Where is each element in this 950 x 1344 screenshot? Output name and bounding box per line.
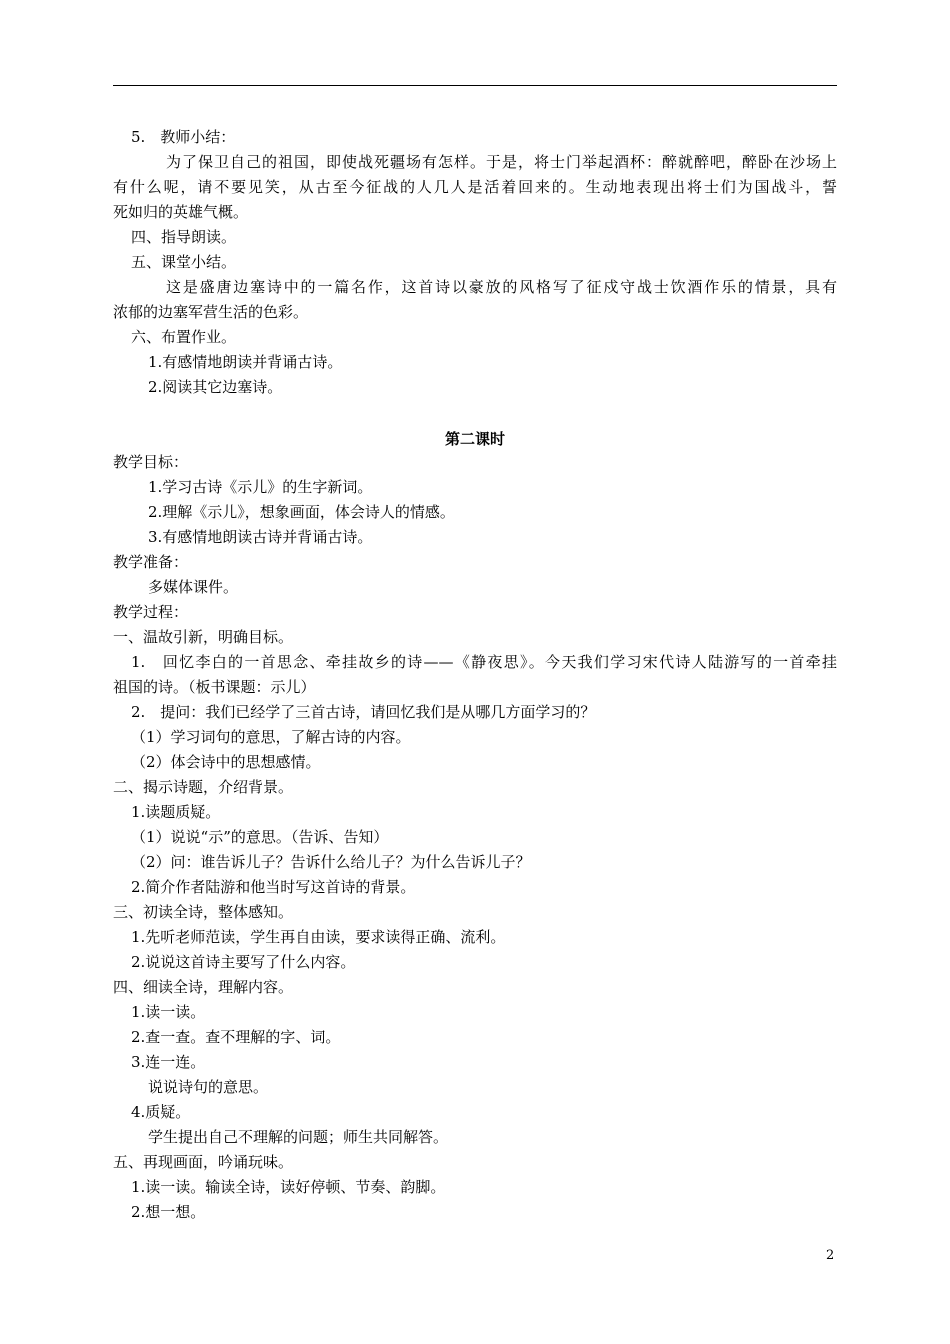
paragraph-line: 这是盛唐边塞诗中的一篇名作，这首诗以豪放的风格写了征戍守战士饮酒作乐的情景，具有	[166, 278, 837, 296]
list-item: 2.想一想。	[131, 1203, 206, 1221]
paragraph-line: 学生提出自己不理解的问题；师生共同解答。	[148, 1128, 449, 1146]
section-heading: 四、细读全诗，理解内容。	[113, 978, 294, 996]
list-item: 1.读题质疑。	[131, 803, 221, 821]
list-item: 2. 提问：我们已经学了三首古诗，请回忆我们是从哪几方面学习的？	[131, 703, 596, 721]
section-heading: 三、初读全诗，整体感知。	[113, 903, 294, 921]
list-item: 4.质疑。	[131, 1103, 191, 1121]
list-item: （2）体会诗中的思想感情。	[131, 753, 321, 771]
paragraph-line: 有什么呢，请不要见笑，从古至今征战的人几人是活着回来的。生动地表现出将士们为国战斗，誓	[113, 178, 837, 196]
list-item: 2.说说这首诗主要写了什么内容。	[131, 953, 356, 971]
list-item: 3.连一连。	[131, 1053, 206, 1071]
section-heading: 六、布置作业。	[131, 328, 237, 346]
heading-line: 教学准备：	[113, 553, 189, 571]
list-item: 2.简介作者陆游和他当时写这首诗的背景。	[131, 878, 416, 896]
header-rule	[113, 85, 837, 86]
section-heading: 五、课堂小结。	[131, 253, 237, 271]
section-heading: 二、揭示诗题，介绍背景。	[113, 778, 294, 796]
paragraph-line: 为了保卫自己的祖国，即使战死疆场有怎样。于是，将士门举起酒杯：醉就醉吧，醉卧在沙场上	[166, 153, 837, 171]
heading-line: 教学目标：	[113, 453, 189, 471]
section-heading: 四、指导朗读。	[131, 228, 237, 246]
list-item: 1.有感情地朗读并背诵古诗。	[148, 353, 343, 371]
list-item: 1. 回忆李白的一首思念、牵挂故乡的诗——《静夜思》。今天我们学习宋代诗人陆游写的一首牵挂	[131, 653, 837, 671]
list-item: 2.阅读其它边塞诗。	[148, 378, 283, 396]
list-item: 3.有感情地朗读古诗并背诵古诗。	[148, 528, 373, 546]
section-title: 第二课时	[444, 430, 505, 448]
list-item: 1.读一读。	[131, 1003, 206, 1021]
section-heading: 一、温故引新，明确目标。	[113, 628, 294, 646]
teacher-summary-heading: 5. 教师小结：	[131, 128, 236, 146]
paragraph-line: 浓郁的边塞军营生活的色彩。	[113, 303, 309, 321]
list-item: 1.学习古诗《示儿》的生字新词。	[148, 478, 373, 496]
list-item: 2.查一查。查不理解的字、词。	[131, 1028, 341, 1046]
list-item: （1）说说“示”的意思。（告诉、告知）	[131, 828, 389, 846]
page-number: 2	[826, 1248, 835, 1263]
list-item: 2.理解《示儿》，想象画面，体会诗人的情感。	[148, 503, 455, 521]
paragraph-line: 祖国的诗。（板书课题：示儿）	[113, 678, 316, 696]
list-item: （1）学习词句的意思，了解古诗的内容。	[131, 728, 411, 746]
list-item: （2）问：谁告诉儿子？告诉什么给儿子？为什么告诉儿子？	[131, 853, 531, 871]
heading-line: 教学过程：	[113, 603, 189, 621]
list-item: 1.先听老师范读，学生再自由读，要求读得正确、流利。	[131, 928, 506, 946]
list-item: 1.读一读。输读全诗，读好停顿、节奏、韵脚。	[131, 1178, 446, 1196]
paragraph-line: 多媒体课件。	[148, 578, 239, 596]
paragraph-line: 死如归的英雄气概。	[113, 203, 249, 221]
section-heading: 五、再现画面，吟诵玩味。	[113, 1153, 294, 1171]
paragraph-line: 说说诗句的意思。	[148, 1078, 269, 1096]
